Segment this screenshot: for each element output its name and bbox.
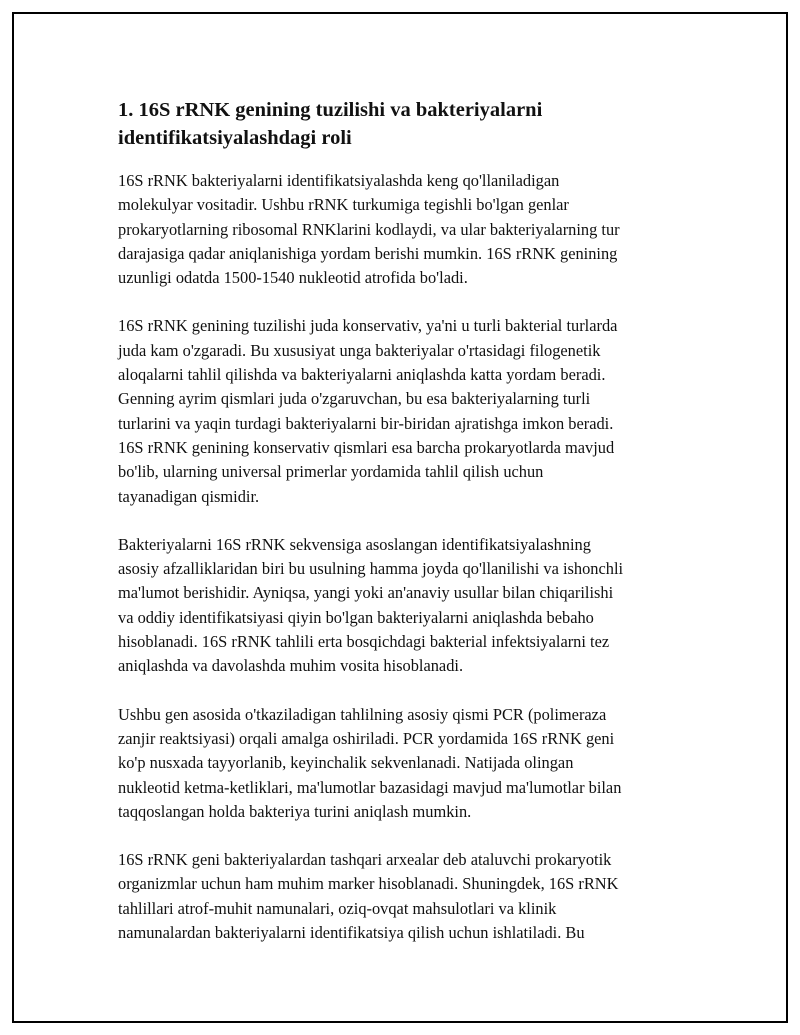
section-heading xyxy=(118,96,708,152)
text-line: Bakteriyalarni 16S rRNK sekvensiga asoslangan identifikatsiyalashning xyxy=(118,534,591,554)
text-line: 16S rRNK genining konservativ qismlari esa barcha prokaryotlarda mavjud xyxy=(118,437,615,457)
paragraph-3 xyxy=(118,533,708,679)
paragraph-4 xyxy=(118,703,708,824)
text-line: prokaryotlarning ribosomal RNKlarini kodlaydi, va ular bakteriyalarning tur xyxy=(118,219,620,239)
text-line: juda kam o'zgaradi. Bu xususiyat unga bakteriyalar o'rtasidagi filogenetik xyxy=(118,340,601,360)
paragraph-1 xyxy=(118,169,708,290)
heading-line: identifikatsiyalashdagi roli xyxy=(118,127,352,149)
text-line: uzunligi odatda 1500-1540 nukleotid atrofida bo'ladi. xyxy=(118,268,468,288)
text-line: va oddiy identifikatsiyasi qiyin bo'lgan bakteriyalarni aniqlashda bebaho xyxy=(118,607,594,627)
document-body xyxy=(118,96,708,969)
text-line: turlarini va yaqin turdagi bakteriyalarni bir-biridan ajratishga imkon beradi. xyxy=(118,413,614,433)
text-line: hisoblanadi. 16S rRNK tahlili erta bosqichdagi bakterial infektsiyalarni tez xyxy=(118,632,610,652)
heading-line: 1. 16S rRNK genining tuzilishi va bakteriyalarni xyxy=(118,99,543,121)
paragraph-5 xyxy=(118,848,708,945)
page-frame xyxy=(12,12,788,1023)
text-line: zanjir reaktsiyasi) orqali amalga oshiriladi. PCR yordamida 16S rRNK geni xyxy=(118,728,615,748)
text-line: darajasiga qadar aniqlanishiga yordam berishi mumkin. 16S rRNK genining xyxy=(118,243,618,263)
text-line: organizmlar uchun ham muhim marker hisoblanadi. Shuningdek, 16S rRNK xyxy=(118,874,619,894)
text-line: molekulyar vositadir. Ushbu rRNK turkumiga tegishli bo'lgan genlar xyxy=(118,195,569,215)
text-line: aniqlashda va davolashda muhim vosita hisoblanadi. xyxy=(118,656,464,676)
text-line: 16S rRNK genining tuzilishi juda konservativ, ya'ni u turli bakterial turlarda xyxy=(118,316,618,336)
text-line: ma'lumot berishidir. Ayniqsa, yangi yoki an'anaviy usullar bilan chiqarilishi xyxy=(118,583,614,603)
text-line: Genning ayrim qismlari juda o'zgaruvchan, bu esa bakteriyalarning turli xyxy=(118,389,591,409)
text-line: bo'lib, ularning universal primerlar yordamida tahlil qilish uchun xyxy=(118,462,544,482)
text-line: 16S rRNK geni bakteriyalardan tashqari arxealar deb ataluvchi prokaryotik xyxy=(118,850,612,870)
text-line: asosiy afzalliklaridan biri bu usulning hamma joyda qo'llanilishi va ishonchli xyxy=(118,559,624,579)
text-line: ko'p nusxada tayyorlanib, keyinchalik sekvenlanadi. Natijada olingan xyxy=(118,753,574,773)
text-line: aloqalarni tahlil qilishda va bakteriyalarni aniqlashda katta yordam beradi. xyxy=(118,365,606,385)
text-line: taqqoslangan holda bakteriya turini aniqlash mumkin. xyxy=(118,801,472,821)
text-line: tayanadigan qismidir. xyxy=(118,486,260,506)
text-line: Ushbu gen asosida o'tkaziladigan tahlilning asosiy qismi PCR (polimeraza xyxy=(118,704,607,724)
text-line: 16S rRNK bakteriyalarni identifikatsiyalashda keng qo'llaniladigan xyxy=(118,171,560,190)
text-line: nukleotid ketma-ketliklari, ma'lumotlar bazasidagi mavjud ma'lumotlar bilan xyxy=(118,777,622,797)
paragraph-2 xyxy=(118,314,708,508)
text-line: tahlillari atrof-muhit namunalari, oziq-ovqat mahsulotlari va klinik xyxy=(118,898,557,918)
text-line: namunalardan bakteriyalarni identifikatsiya qilish uchun ishlatiladi. Bu xyxy=(118,923,585,943)
